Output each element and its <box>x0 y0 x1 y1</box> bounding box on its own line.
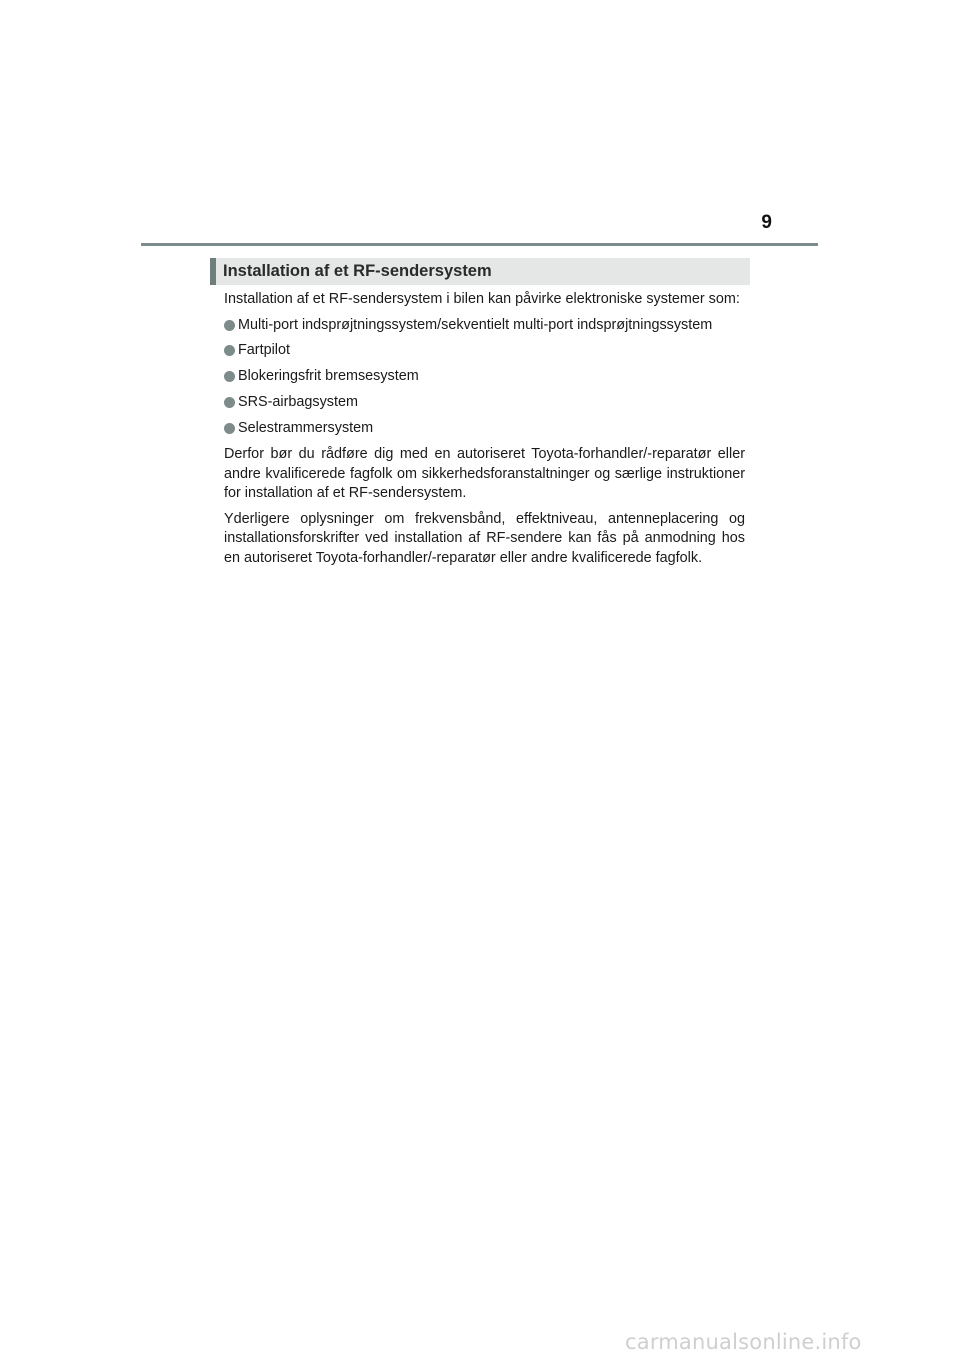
list-item <box>224 367 745 387</box>
section-content <box>224 290 745 575</box>
bullet-icon <box>224 345 235 356</box>
header-rule <box>141 243 818 246</box>
section-title: Installation af et RF-sendersystem <box>223 262 492 280</box>
advice-paragraph: Derfor bør du rådføre dig med en autoriseret Toyota-forhandler/-reparatør eller andre kvalificerede fagfolk om sikkerhedsforanstaltninger og særlige instruktioner for installation af et RF-sendersystem. <box>224 446 745 502</box>
bullet-icon <box>224 320 235 331</box>
bullet-list <box>224 316 745 439</box>
bullet-icon <box>224 397 235 408</box>
bullet-text: SRS-airbagsystem <box>238 394 358 411</box>
section-accent-bar <box>210 258 216 285</box>
list-item <box>224 341 745 361</box>
list-item <box>224 393 745 413</box>
list-item <box>224 419 745 439</box>
bullet-icon <box>224 371 235 382</box>
watermark: carmanualsonline.info <box>625 1330 862 1354</box>
bullet-text: Multi-port indsprøjtningssystem/sekventielt multi-port indsprøjtningssystem <box>238 316 713 333</box>
section-header <box>210 258 750 285</box>
bullet-text: Selestrammersystem <box>238 420 374 437</box>
list-item <box>224 316 745 336</box>
bullet-text: Fartpilot <box>238 342 290 359</box>
page-number: 9 <box>761 212 772 233</box>
bullet-text: Blokeringsfrit bremsesystem <box>238 368 419 385</box>
intro-paragraph: Installation af et RF-sendersystem i bilen kan påvirke elektroniske systemer som: <box>224 291 740 307</box>
bullet-icon <box>224 423 235 434</box>
info-paragraph: Yderligere oplysninger om frekvensbånd, effektniveau, antenneplacering og installationsforskrifter ved installation af RF-sendere kan fås på anmodning hos en autoriseret Toyota-forhandler/-reparatør eller andre kvalificerede fagfolk. <box>224 510 745 567</box>
